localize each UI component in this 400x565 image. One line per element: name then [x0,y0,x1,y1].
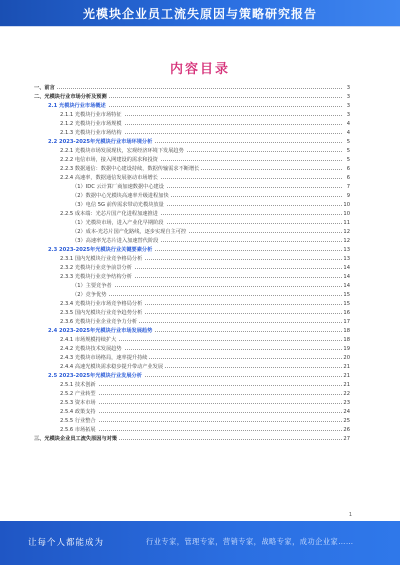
toc-entry[interactable] [34,111,350,120]
toc-entry-page: 12 [343,229,350,235]
toc-entry-page: 26 [343,427,350,433]
toc-entry[interactable] [34,309,350,318]
toc-entry-label: 二、光模块行业市场分析及预测 [34,94,107,100]
toc-entry-page: 14 [343,274,350,280]
toc-entry-label: （1）IDC 云计算厂商加速数据中心建设 [72,184,164,190]
toc-entry-page: 16 [343,310,350,316]
toc-entry-label: 2.2 2023-2025年光模块行业市场环境分析 [48,139,153,145]
toc-entry-page: 21 [343,373,350,379]
toc-entry-page: 15 [343,292,350,298]
toc-entry-page: 18 [343,328,350,334]
toc-entry[interactable] [34,120,350,129]
toc-entry-page: 13 [343,256,350,262]
toc-entry[interactable] [34,228,350,237]
toc-entry-page: 10 [343,211,350,217]
toc-entry-label: 2.5.6 市场拓展 [60,427,96,433]
toc-entry-page: 4 [346,121,350,127]
toc-leader-dots [72,295,342,296]
toc-leader-dots [60,421,342,422]
toc-entry-label: 2.2.2 电信市场，接入网建设的需求和投资 [60,157,158,163]
toc-entry[interactable] [34,237,350,246]
toc-entry[interactable] [34,345,350,354]
toc-entry[interactable] [34,399,350,408]
toc-entry[interactable] [34,129,350,138]
footer-tagline: 行业专家，管理专家，营销专家，战略专家，成功企业家…… [146,537,354,546]
toc-entry-label: （3）电信 5G 前传需求带动光模块放量 [72,202,164,208]
toc-entry-label: 2.5.1 技术创新 [60,382,96,388]
toc-entry[interactable] [34,102,350,111]
toc-entry[interactable] [34,300,350,309]
toc-entry-page: 22 [343,391,350,397]
toc-entry[interactable] [34,201,350,210]
toc-entry-page: 11 [343,220,350,226]
toc-entry-page: 19 [343,346,350,352]
toc-entry-label: 2.1 光模块行业市场概述 [48,103,106,109]
toc-entry[interactable] [34,219,350,228]
toc-entry[interactable] [34,408,350,417]
toc-entry-label: 2.3.3 光模块行业竞争结构分析 [60,274,132,280]
toc-entry-label: （3）高速率光芯片进入加速替代阶段 [72,238,159,244]
toc-entry-label: 2.3.5 国内光模块行业竞争趋势分析 [60,310,143,316]
toc-entry-label: 2.2.3 数据通信：数据中心建设持续，数据传输需求不断增长 [60,166,200,172]
toc-entry-label: 一、前言 [34,85,55,91]
page-number: 1 [348,512,352,518]
toc-entry[interactable] [34,210,350,219]
toc-entry-page: 3 [346,85,350,91]
report-header-bar [0,0,400,26]
toc-entry-label: 2.3.1 国内光模块行业竞争格局分析 [60,256,143,262]
toc-entry[interactable] [34,381,350,390]
toc-entry-label: 2.4 2023-2025年光模块行业市场发展趋势 [48,328,153,334]
toc-leader-dots [60,403,342,404]
toc-entry-page: 5 [346,157,350,163]
toc-entry[interactable] [34,282,350,291]
toc-entry[interactable] [34,183,350,192]
toc-entry-label: 2.4.1 市场规模持续扩大 [60,337,117,343]
toc-entry[interactable] [34,417,350,426]
toc-entry-page: 9 [346,193,350,199]
toc-entry[interactable] [34,327,350,336]
toc-entry-page: 3 [346,94,350,100]
toc-entry[interactable] [34,192,350,201]
toc-entry-page: 18 [343,337,350,343]
table-of-contents [34,84,350,444]
toc-entry-page: 4 [346,130,350,136]
toc-entry-label: 2.1.2 光模块行业市场规模 [60,121,122,127]
toc-entry-page: 21 [343,382,350,388]
toc-entry-page: 13 [343,247,350,253]
toc-entry-page: 14 [343,283,350,289]
toc-entry-label: （1）光模块市场，进入产业化早期阶段 [72,220,164,226]
toc-entry-label: 2.2.4 高速率，数据通信发展驱动市场增长 [60,175,158,181]
toc-entry-page: 5 [346,139,350,145]
toc-entry[interactable] [34,246,350,255]
report-title: 光模块企业员工流失原因与策略研究报告 [82,7,317,21]
toc-entry-label: 2.3 2023-2025年光模块行业关键要素分析 [48,247,153,253]
toc-entry[interactable] [34,291,350,300]
toc-title: 内容目录 [169,62,230,77]
toc-entry-label: 2.4.4 高速光模块需求稳步提升带动产业发展 [60,364,164,370]
toc-entry-page: 3 [346,112,350,118]
toc-entry-label: 2.5.2 产业转型 [60,391,96,397]
toc-entry[interactable] [34,174,350,183]
toc-entry-page: 7 [346,184,350,190]
toc-entry-label: 2.5.3 资本市场 [60,400,96,406]
toc-entry-page: 27 [343,436,350,442]
toc-entry-page: 21 [343,364,350,370]
toc-entry-label: 三、光模块企业员工流失原因与对策 [34,436,118,442]
toc-entry-label: 2.2.1 光模块市场发展现状，宏观经济环境下发展趋势 [60,148,184,154]
toc-entry-page: 14 [343,265,350,271]
toc-entry-label: 2.5 2023-2025年光模块行业发展分析 [48,373,142,379]
toc-entry-label: （2）数据中心光模块高速率升级进程加快 [72,193,169,199]
toc-leader-dots [60,394,342,395]
toc-leader-dots [60,385,342,386]
toc-entry-label: （2）成本-光芯片国产化路线，逐步实现自主可控 [72,229,187,235]
toc-entry-label: 2.1.1 光模块行业市场特征 [60,112,122,118]
toc-entry[interactable] [34,255,350,264]
toc-entry-label: 2.3.6 光模块行业企业竞争力分析 [60,319,138,325]
footer-bar [0,521,400,565]
toc-entry-label: 2.5.4 政策支持 [60,409,96,415]
toc-entry-label: 2.4.2 光模块技术发展趋势 [60,346,122,352]
toc-entry[interactable] [34,363,350,372]
toc-entry[interactable] [34,84,350,93]
toc-entry[interactable] [34,318,350,327]
toc-entry[interactable] [34,264,350,273]
toc-entry[interactable] [34,93,350,102]
toc-entry-page: 20 [343,355,350,361]
toc-entry-page: 6 [346,166,350,172]
toc-entry[interactable] [34,138,350,147]
toc-entry-label: 2.2.5 成本端：光芯片国产化进程加速推进 [60,211,158,217]
toc-entry[interactable] [34,435,350,444]
toc-entry[interactable] [34,372,350,381]
toc-entry[interactable] [34,156,350,165]
toc-leader-dots [60,412,342,413]
toc-entry-label: 2.3.4 光模块行业市场竞争格局分析 [60,301,143,307]
toc-entry-page: 24 [343,409,350,415]
toc-entry-label: （2）竞争优势 [72,292,107,298]
toc-entry[interactable] [34,273,350,282]
footer-slogan: 让每个人都能成为 [28,538,105,548]
toc-entry[interactable] [34,354,350,363]
toc-entry-label: 2.3.2 光模块行业竞争前景分析 [60,265,132,271]
toc-leader-dots [34,88,342,89]
toc-entry-page: 23 [343,400,350,406]
toc-entry[interactable] [34,147,350,156]
toc-entry[interactable] [34,336,350,345]
toc-entry[interactable] [34,426,350,435]
toc-entry-page: 12 [343,238,350,244]
toc-entry-label: （1）主要竞争者 [72,283,112,289]
toc-entry-page: 5 [346,148,350,154]
toc-entry-label: 2.4.3 光模块市场格局，速率提升持续 [60,355,148,361]
toc-entry-label: 2.1.3 光模块行业市场结构 [60,130,122,136]
toc-leader-dots [60,430,342,431]
toc-entry-page: 25 [343,418,350,424]
toc-entry-page: 6 [346,175,350,181]
toc-entry-page: 10 [343,202,350,208]
toc-entry[interactable] [34,390,350,399]
toc-entry-page: 3 [346,103,350,109]
toc-entry-label: 2.5.5 行业整合 [60,418,96,424]
toc-entry[interactable] [34,165,350,174]
toc-entry-page: 17 [343,319,350,325]
toc-entry-page: 15 [343,301,350,307]
